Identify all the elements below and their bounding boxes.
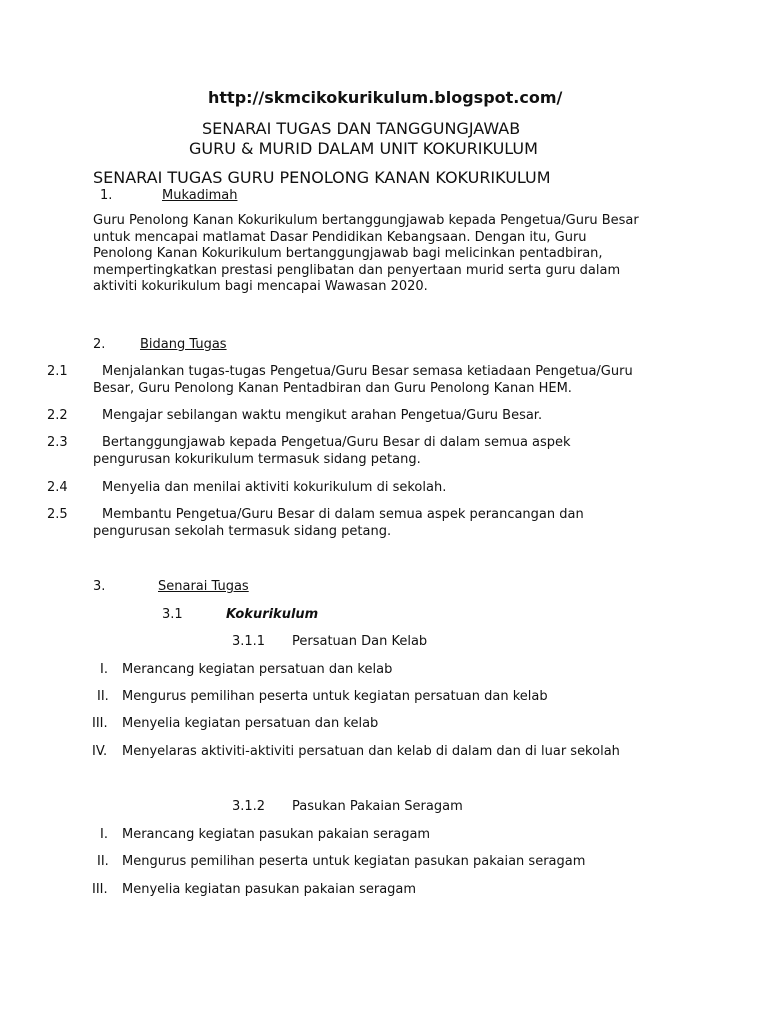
task-item: Menyelia kegiatan persatuan dan kelab [122, 716, 379, 731]
roman-numeral: I. [100, 662, 108, 677]
section2-number: 2. [93, 337, 106, 352]
roman-numeral: II. [97, 689, 109, 704]
item-text: Membantu Pengetua/Guru Besar di dalam semua aspek perancangan dan [102, 507, 584, 522]
section3-number: 3. [93, 579, 106, 594]
subsection-heading: Kokurikulum [226, 607, 319, 622]
item-text: Menjalankan tugas-tugas Pengetua/Guru Besar semasa ketiadaan Pengetua/Guru [102, 364, 633, 379]
task-item: Mengurus pemilihan peserta untuk kegiatan persatuan dan kelab [122, 689, 548, 704]
task-item: Menyelaras aktiviti-aktiviti persatuan dan kelab di dalam dan di luar sekolah [122, 744, 620, 759]
subsection-number: 3.1 [162, 607, 183, 622]
mukadimah-paragraph [93, 213, 639, 296]
roman-numeral: III. [92, 716, 108, 731]
document-title-line2: GURU & MURID DALAM UNIT KOKURIKULUM [189, 139, 538, 158]
item-number: 2.1 [47, 364, 68, 379]
group-number: 3.1.2 [232, 799, 266, 814]
roman-numeral: IV. [92, 744, 108, 759]
paragraph-line: mempertingkatkan prestasi penglibatan dan penyertaan murid serta guru dalam [93, 262, 621, 278]
task-item: Merancang kegiatan persatuan dan kelab [122, 662, 393, 677]
roman-numeral: I. [100, 827, 108, 842]
section1-number: 1. [100, 188, 113, 203]
item-number: 2.2 [47, 408, 68, 423]
group-title: Persatuan Dan Kelab [292, 634, 428, 649]
roman-numeral: II. [97, 854, 109, 869]
paragraph-line: Guru Penolong Kanan Kokurikulum bertanggungjawab kepada Pengetua/Guru Besar [93, 213, 639, 228]
item-number: 2.5 [47, 507, 68, 522]
item-number: 2.3 [47, 435, 68, 450]
document-title-line1: SENARAI TUGAS DAN TANGGUNGJAWAB [202, 119, 521, 138]
task-item: Menyelia kegiatan pasukan pakaian seragam [122, 882, 417, 897]
group-title: Pasukan Pakaian Seragam [292, 799, 463, 814]
section-title: SENARAI TUGAS GURU PENOLONG KANAN KOKURIKULUM [93, 168, 551, 187]
paragraph-line: untuk mencapai matlamat Dasar Pendidikan Kebangsaan. Dengan itu, Guru [93, 229, 587, 245]
section1-heading: Mukadimah [162, 188, 238, 203]
section3-heading: Senarai Tugas [158, 579, 249, 594]
paragraph-line: Penolong Kanan Kokurikulum bertanggungjawab bagi melicinkan pentadbiran, [93, 246, 603, 261]
item-text-continued: Besar, Guru Penolong Kanan Pentadbiran dan Guru Penolong Kanan HEM. [93, 381, 572, 396]
section2-heading: Bidang Tugas [140, 337, 227, 352]
blog-url[interactable]: http://skmcikokurikulum.blogspot.com/ [208, 88, 563, 107]
item-text: Menyelia dan menilai aktiviti kokurikulum di sekolah. [102, 480, 447, 495]
roman-numeral: III. [92, 882, 108, 897]
item-text: Bertanggungjawab kepada Pengetua/Guru Besar di dalam semua aspek [102, 435, 571, 450]
task-item: Mengurus pemilihan peserta untuk kegiatan pasukan pakaian seragam [122, 854, 586, 869]
paragraph-line: aktiviti kokurikulum bagi mencapai Wawasan 2020. [93, 279, 428, 294]
task-item: Merancang kegiatan pasukan pakaian seragam [122, 827, 431, 842]
item-text-continued: pengurusan sekolah termasuk sidang petang. [93, 524, 392, 539]
group-number: 3.1.1 [232, 634, 266, 649]
item-text: Mengajar sebilangan waktu mengikut arahan Pengetua/Guru Besar. [102, 408, 543, 423]
item-number: 2.4 [47, 480, 68, 495]
item-text-continued: pengurusan kokurikulum termasuk sidang petang. [93, 452, 421, 467]
